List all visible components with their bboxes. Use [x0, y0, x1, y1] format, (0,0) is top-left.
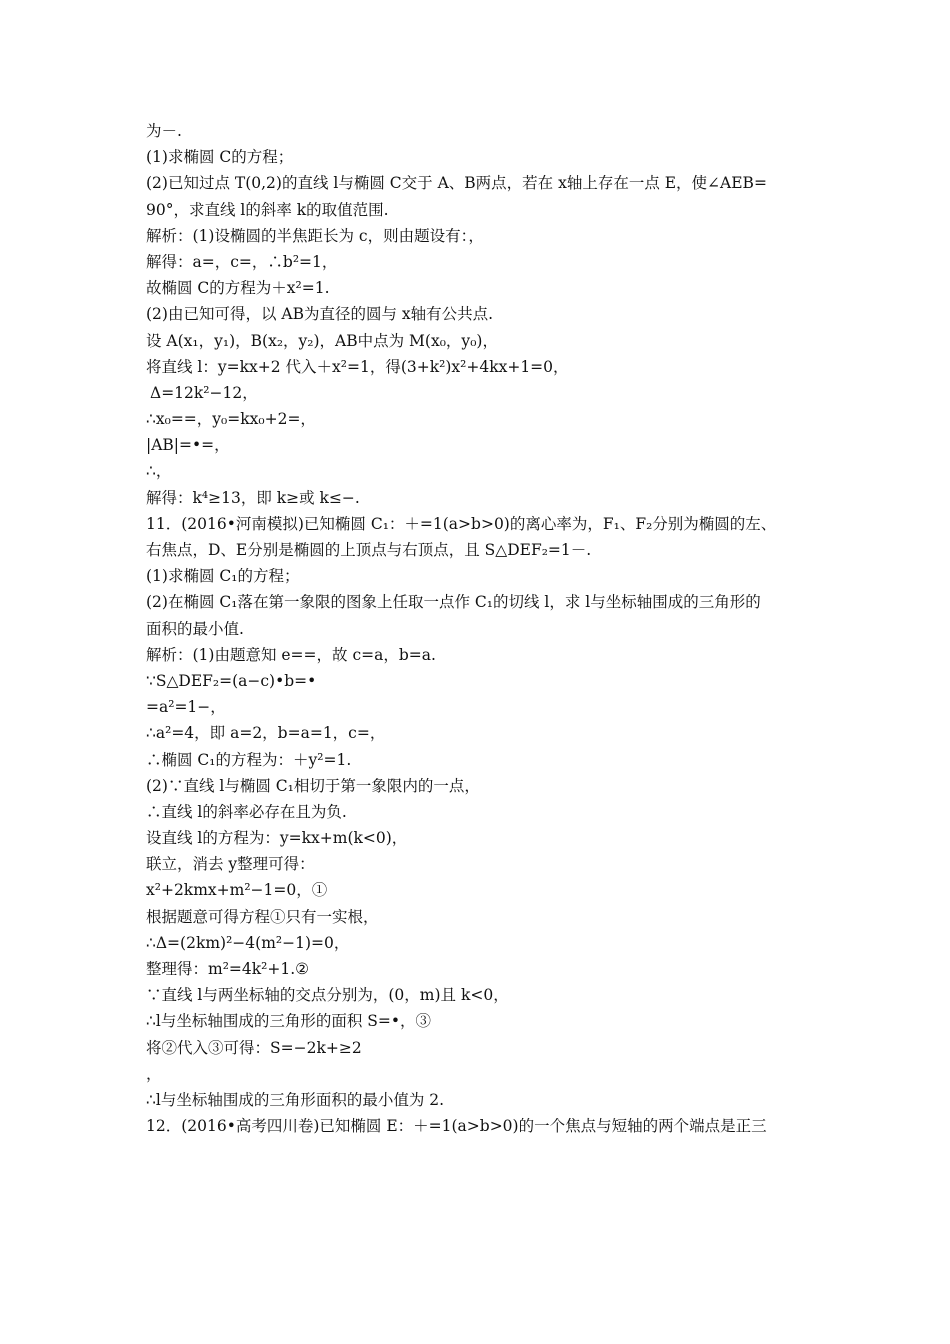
text-line: (1)求椭圆 C的方程； [146, 148, 294, 167]
problem-heading: 12．(2016•高考四川卷)已知椭圆 E：＋=1(a>b>0)的一个焦点与短轴的两个端点是正三 [146, 1117, 767, 1136]
text-line: (1)求椭圆 C₁的方程； [146, 567, 300, 586]
text-line: 根据题意可得方程①只有一实根， [146, 907, 379, 926]
text-line: =a²=1−， [146, 698, 226, 717]
text-line: (2)∵直线 l与椭圆 C₁相切于第一象限内的一点， [146, 776, 480, 795]
text-line: 90°，求直线 l的斜率 k的取值范围. [146, 200, 389, 219]
text-line: 整理得：m²=4k²+1.② [146, 960, 310, 978]
text-line: 面积的最小值. [146, 619, 244, 638]
text-line: x²+2kmx+m²−1=0，① [146, 881, 328, 900]
text-line: ∵S△DEF₂=(a−c)•b=• [146, 671, 317, 690]
text-line: 解析：(1)设椭圆的半焦距长为 c，则由题设有：， [146, 226, 484, 245]
text-line: ∴l与坐标轴围成的三角形的面积 S=•，③ [146, 1012, 431, 1031]
text-line: (2)由已知可得，以 AB为直径的圆与 x轴有公共点. [146, 305, 494, 324]
text-line: 右焦点，D、E分别是椭圆的上顶点与右顶点，且 S△DEF₂=1－. [146, 541, 592, 559]
document-body [146, 118, 836, 1139]
text-line: ∴， [146, 462, 172, 481]
text-line: ∴a²=4，即 a=2，b=a=1，c=， [146, 724, 386, 743]
text-line: ∴x₀==，y₀=kx₀+2=， [146, 410, 316, 429]
problem-heading: 11．(2016•河南模拟)已知椭圆 C₁：＋=1(a>b>0)的离心率为，F₁、F₂分别为椭圆的左、 [146, 514, 777, 533]
text-line: (2)在椭圆 C₁落在第一象限的图象上任取一点作 C₁的切线 l，求 l与坐标轴围成的三角形的 [146, 593, 761, 612]
text-line: 解得：a=，c=，∴b²=1， [146, 252, 338, 271]
text-line: 为－. [146, 122, 182, 140]
text-line: ， [146, 1064, 162, 1083]
text-line: ∴椭圆 C₁的方程为：＋y²=1. [146, 750, 352, 769]
text-line: ∴Δ=(2km)²−4(m²−1)=0， [146, 933, 350, 952]
text-line: 设直线 l的方程为：y=kx+m(k<0)， [146, 829, 408, 848]
text-line: 将②代入③可得：S=−2k+≥2 [146, 1038, 362, 1057]
text-line: 设 A(x₁，y₁)，B(x₂，y₂)，AB中点为 M(x₀，y₀)， [146, 331, 498, 350]
text-line: ∵直线 l与两坐标轴的交点分别为，(0，m)且 k<0， [146, 986, 509, 1005]
text-line: ∴直线 l的斜率必存在且为负. [146, 802, 347, 821]
text-line: 联立，消去 y整理可得： [146, 855, 315, 874]
text-line: 将直线 l：y=kx+2 代入＋x²=1，得(3+k²)x²+4kx+1=0， [146, 357, 569, 376]
text-line: ∴l与坐标轴围成的三角形面积的最小值为 2. [146, 1090, 445, 1109]
text-line: 故椭圆 C的方程为＋x²=1. [146, 279, 330, 298]
text-line: 解析：(1)由题意知 e==，故 c=a，b=a. [146, 645, 436, 664]
text-line: |AB|=•=， [146, 436, 230, 455]
text-line: (2)已知过点 T(0,2)的直线 l与椭圆 C交于 A、B两点，若在 x轴上存在一点 E，使∠AEB= [146, 174, 767, 193]
text-line: 解得：k⁴≥13，即 k≥或 k≤−. [146, 488, 360, 507]
text-line: Δ=12k²−12， [150, 383, 258, 402]
